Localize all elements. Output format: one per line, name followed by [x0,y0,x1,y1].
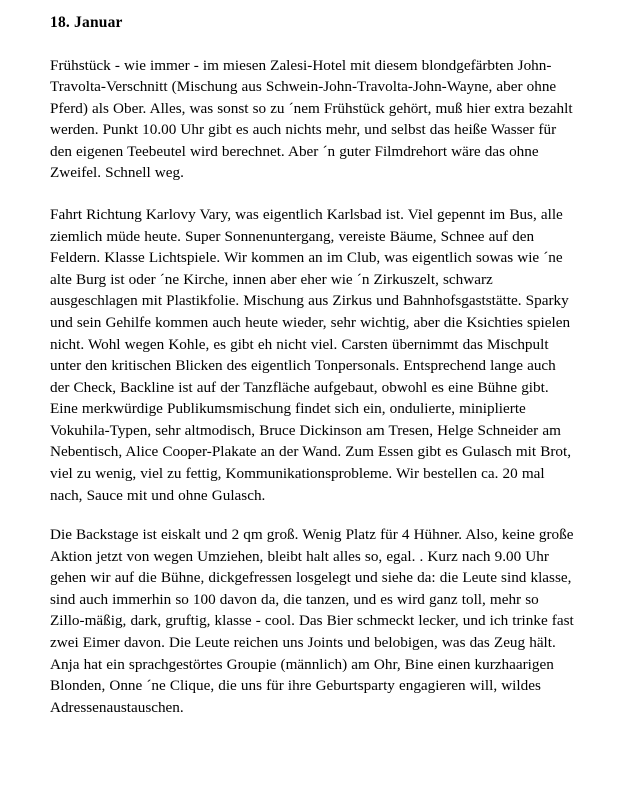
paragraph-2: Fahrt Richtung Karlovy Vary, was eigentlich Karlsbad ist. Viel gepennt im Bus, alle ziemlich müde heute. Super Sonnenuntergang, vereiste Bäume, Schnee auf den Feldern. Klasse Lichtspiele. Wir kommen an im Club, was eigentlich sowas wie ´ne alte Burg ist oder ´ne Kirche, innen aber eher wie ´n Zirkuszelt, schwarz ausgeschlagen mit Plastikfolie. Mischung aus Zirkus und Bahnhofsgaststätte. Sparky und sein Gehilfe kommen auch heute wieder, sehr wichtig, aber die Ksichties spielen nicht. Wohl wegen Kohle, es gibt eh nicht viel. Carsten übernimmt das Mischpult unter den kritischen Blicken des eigentlich Tonpersonals. Entsprechend lange auch der Check, Backline ist auf der Tanzfläche aufgebaut, obwohl es eine Bühne gibt. Eine merkwürdige Publikumsmischung findet sich ein, ondulierte, miniplierte Vokuhila-Typen, sehr altmodisch, Bruce Dickinson am Tresen, Helge Schneider am Nebentisch, Alice Cooper-Plakate an der Wand. Zum Essen gibt es Gulasch mit Brot, viel zu wenig, viel zu fettig, Kommunikationsprobleme. Wir bestellen ca. 20 mal nach, Sauce mit und ohne Gulasch. [50,206,572,504]
page-heading: 18. Januar [50,14,123,31]
paragraph-3: Die Backstage ist eiskalt und 2 qm groß. Wenig Platz für 4 Hühner. Also, keine große Aktion jetzt von wegen Umziehen, bleibt halt alles so, egal. . Kurz nach 9.00 Uhr gehen wir auf die Bühne, dickgefressen losgelegt und siehe da: die Leute sind klasse, sind auch immerhin so 100 davon da, die tanzen, und es wird ganz toll, mehr so Zillo-mäßig, dark, gruftig, klasse - cool. Das Bier schmeckt lecker, und ich trinke fast zwei Eimer davon. Die Leute reichen uns Joints und belobigen, was das Zeug hält. Anja hat ein sprachgestörtes Groupie (männlich) am Ohr, Bine einen kurzhaarigen Blonden, Onne ´ne Clique, die uns für ihre Geburtsparty engagieren will, wildes Adressenaustauschen. [50,526,574,716]
spacer-1 [50,184,577,204]
spacer-2 [50,506,577,524]
spacer-after-heading [50,33,577,55]
paragraph-1: Frühstück - wie immer - im miesen Zalesi-Hotel mit diesem blondgefärbten John-Travolta-Verschnitt (Mischung aus Schwein-John-Travolta-John-Wayne, aber ohne Pferd) als Ober. Alles, was sonst so zu ´nem Frühstück gehört, muß hier extra bezahlt werden. Punkt 10.00 Uhr gibt es auch nichts mehr, und selbst das heiße Wasser für den eigenen Teebeutel wird berechnet. Aber ´n guter Filmdrehort wäre das ohne Zweifel. Schnell weg. [50,56,573,182]
